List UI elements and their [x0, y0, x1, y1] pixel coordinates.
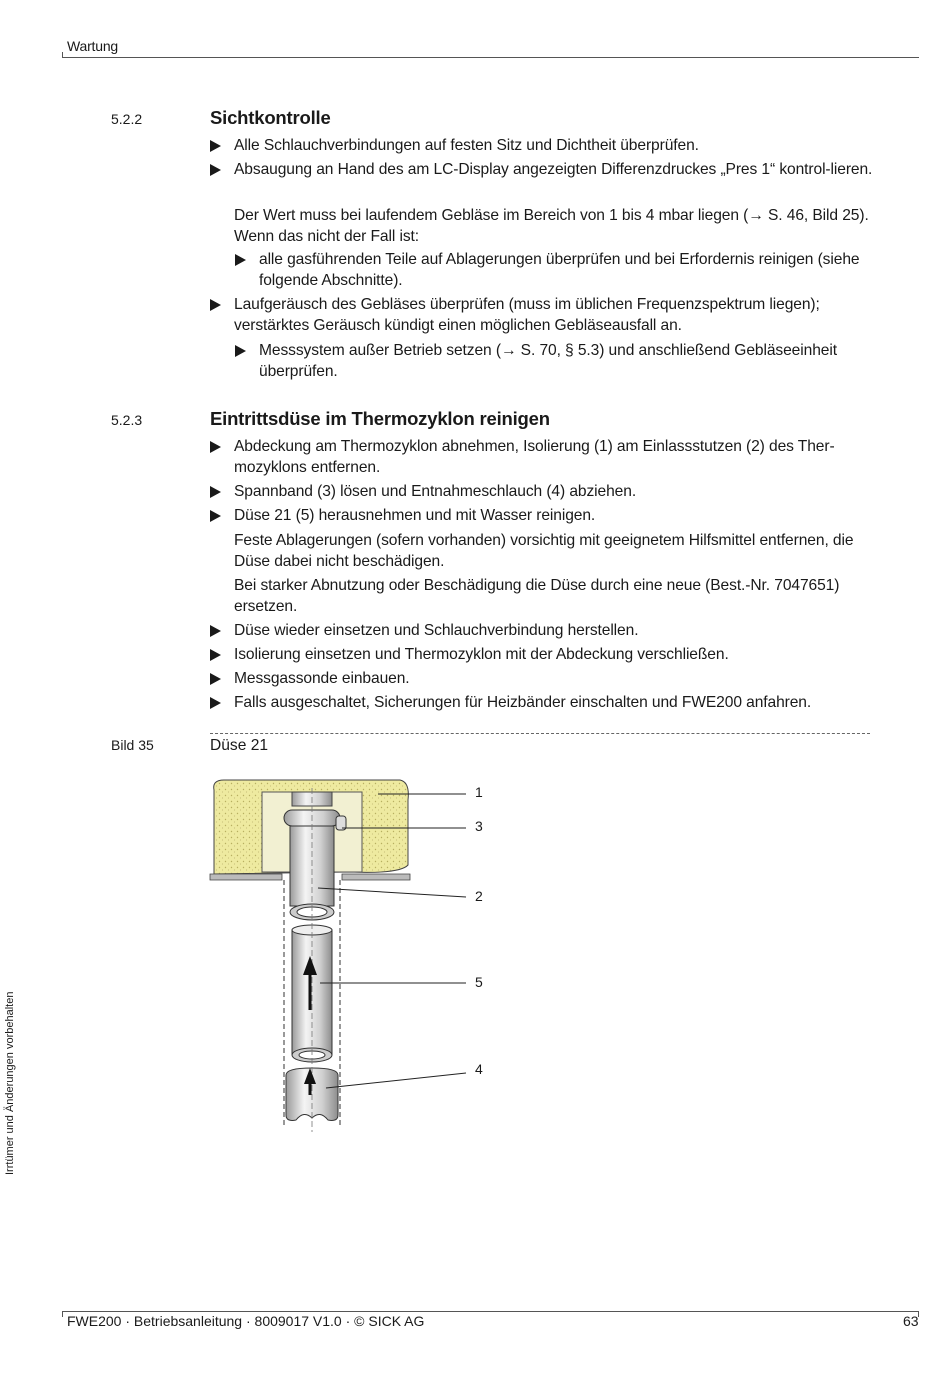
paragraph: Feste Ablagerungen (sofern vorhanden) vorsichtig mit geeignetem Hilfsmittel entfernen, die Düse dabei nicht beschädigen. — [234, 532, 854, 570]
figure-caption: Düse 21 — [210, 737, 269, 754]
page-number: 63 — [903, 1313, 919, 1329]
list-item: Isolierung einsetzen und Thermozyklon mit der Abdeckung verschließen. — [234, 644, 874, 665]
figure-label: Bild 35 — [111, 737, 154, 753]
callout-label: 1 — [475, 784, 483, 800]
paragraph: Bei starker Abnutzung oder Beschädigung die Düse durch eine neue (Best.-Nr. 7047651) ersetzen. — [234, 577, 840, 615]
list-item: Falls ausgeschaltet, Sicherungen für Heizbänder einschalten und FWE200 anfahren. — [234, 692, 874, 713]
callout-label: 2 — [475, 888, 483, 904]
nozzle-diagram — [200, 770, 520, 1145]
bullet-arrow-icon — [235, 254, 246, 266]
list-item: Laufgeräusch des Gebläses überprüfen (muss im üblichen Frequenzspektrum liegen); verstärktes Geräusch kündigt einen möglichen Gebläseausfall an. — [234, 294, 874, 336]
footer-rule-tick — [62, 1311, 63, 1317]
list-item: Spannband (3) lösen und Entnahmeschlauch (4) abziehen. — [234, 481, 874, 502]
footer-rule — [62, 1311, 919, 1312]
figure-separator — [210, 733, 870, 734]
side-note: Irrtümer und Änderungen vorbehalten — [4, 991, 16, 1175]
bullet-arrow-icon — [210, 649, 221, 661]
bullet-arrow-icon — [210, 486, 221, 498]
bullet-arrow-icon — [235, 345, 246, 357]
callout-label: 3 — [475, 818, 483, 834]
callout-label: 4 — [475, 1061, 483, 1077]
sub-list-item: Messsystem außer Betrieb setzen (→ S. 70, § 5.3) und anschließend Gebläseeinheit überprüfen. — [259, 340, 874, 382]
section-title: Sichtkontrolle — [210, 107, 331, 128]
list-item: Düse 21 (5) herausnehmen und mit Wasser reinigen. — [234, 505, 874, 526]
bullet-arrow-icon — [210, 299, 221, 311]
section-number: 5.2.3 — [111, 412, 143, 428]
bullet-arrow-icon — [210, 510, 221, 522]
section-title: Eintrittsdüse im Thermozyklon reinigen — [210, 408, 550, 429]
list-item: Alle Schlauchverbindungen auf festen Sitz und Dichtheit überprüfen. — [234, 135, 874, 156]
bullet-arrow-icon — [210, 441, 221, 453]
header-label: Wartung — [67, 38, 118, 54]
bullet-arrow-icon — [210, 164, 221, 176]
list-item: Düse wieder einsetzen und Schlauchverbindung herstellen. — [234, 620, 874, 641]
paragraph: Der Wert muss bei laufendem Gebläse im Bereich von 1 bis 4 mbar liegen (→ S. 46, Bild 25). Wenn das nicht der Fall ist: — [234, 207, 869, 245]
footer-text: FWE200 · Betriebsanleitung · 8009017 V1.0 · © SICK AG — [67, 1313, 425, 1329]
list-item: Absaugung an Hand des am LC-Display angezeigten Differenzdruckes „Pres 1“ kontrol-lieren. — [234, 159, 874, 180]
bullet-arrow-icon — [210, 140, 221, 152]
list-item: Messgassonde einbauen. — [234, 668, 874, 689]
bullet-arrow-icon — [210, 673, 221, 685]
header-rule — [62, 57, 919, 58]
list-item: Abdeckung am Thermozyklon abnehmen, Isolierung (1) am Einlassstutzen (2) des Ther-mozyklons entfernen. — [234, 436, 874, 478]
callout-label: 5 — [475, 974, 483, 990]
section-number: 5.2.2 — [111, 111, 143, 127]
sub-list-item: alle gasführenden Teile auf Ablagerungen überprüfen und bei Erfordernis reinigen (siehe folgende Abschnitte). — [259, 249, 874, 291]
header-rule-tick — [62, 52, 63, 58]
bullet-arrow-icon — [210, 697, 221, 709]
bullet-arrow-icon — [210, 625, 221, 637]
